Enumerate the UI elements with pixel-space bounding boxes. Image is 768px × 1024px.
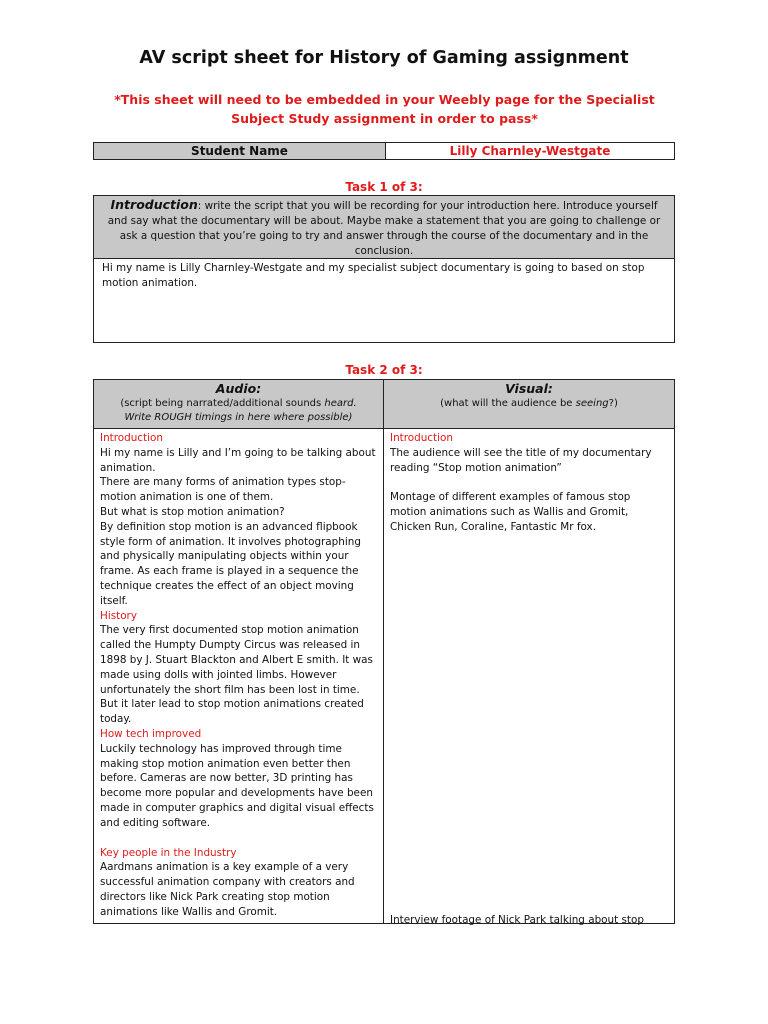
audio-tech-p1: Luckily technology has improved through time making stop motion animation even better then before. Cameras are now better, 3D printing has become more popular and developments have been made in computer graphics and digital visual effects and editing software. (100, 742, 374, 829)
audio-history-heading: History (100, 609, 137, 622)
audio-intro-p3: But what is stop motion animation? (100, 505, 285, 518)
task1-instructions-text: : write the script that you will be recording for your introduction here. Introduce yourself and say what the documentary will be about. Maybe make a statement that you are going to challenge or ask a question that you’re going to try and answer through the course of the documentary and in the conclusion. (107, 200, 661, 257)
audio-people-heading: Key people in the Industry (100, 846, 237, 859)
student-name-value: Lilly Charnley-Westgate (449, 144, 611, 158)
audio-intro-heading: Introduction (100, 432, 163, 444)
task1-instructions (94, 196, 674, 259)
task2-header-row (94, 380, 674, 429)
student-name-table (93, 142, 675, 160)
visual-montage-p1: Montage of different examples of famous stop motion animations such as Wallis and Gromit, Chicken Run, Coraline, Fantastic Mr fox. (390, 491, 631, 533)
audio-intro-p2: There are many forms of animation types stop-motion animation is one of them. (100, 476, 346, 504)
task2-heading: Task 2 of 3: (345, 363, 423, 377)
task2-body-row (94, 429, 674, 926)
audio-subtitle-line2: Write ROUGH timings in here where possible) (124, 412, 353, 423)
visual-intro-p1: The audience will see the title of my documentary reading “Stop motion animation” (390, 446, 652, 474)
task1-table (93, 195, 675, 343)
task1-answer: Hi my name is Lilly Charnley-Westgate and my specialist subject documentary is going to based on stop motion animation. (102, 262, 645, 289)
audio-script (94, 429, 384, 923)
audio-tech-heading: How tech improved (100, 727, 202, 740)
audio-title: Audio: (215, 381, 262, 396)
audio-subtitle: (script being narrated/additional sounds heard. (120, 398, 357, 409)
visual-subtitle: (what will the audience be seeing?) (440, 398, 618, 409)
page-title: AV script sheet for History of Gaming assignment (139, 48, 629, 68)
visual-column-header (384, 380, 674, 428)
visual-title: Visual: (505, 381, 553, 396)
audio-intro-p4: By definition stop motion is an advanced flipbook style form of animation. It involves photographing and physically manipulating objects within your frame. As each frame is played in a sequence the technique creates the effect of an object moving itself. (100, 520, 361, 607)
visual-interview-p1: Interview footage of Nick Park talking about stop (390, 914, 644, 926)
task1-heading: Task 1 of 3: (345, 180, 423, 194)
student-name-label: Student Name (94, 143, 386, 159)
warning-notice: *This sheet will need to be embedded in your Weebly page for the Specialist Subject Study assignment in order to pass* (114, 92, 655, 126)
audio-intro-p1: Hi my name is Lilly and I’m going to be talking about animation. (100, 446, 376, 474)
visual-script (384, 429, 674, 926)
task2-table (93, 379, 675, 924)
audio-column-header (94, 380, 384, 428)
audio-people-p1: Aardmans animation is a key example of a very successful animation company with creators and directors like Nick Park creating stop motion animations like Wallis and Gromit. (100, 861, 355, 918)
visual-intro-heading: Introduction (390, 432, 453, 444)
introduction-label: Introduction (110, 197, 198, 212)
audio-history-p1: The very first documented stop motion animation called the Humpty Dumpty Circus was released in 1898 by J. Stuart Blackton and Albert E smith. It was made using dolls with jointed limbs. However unfortunately the short film has been lost in time. But it later lead to stop motion animations created today. (100, 624, 373, 726)
